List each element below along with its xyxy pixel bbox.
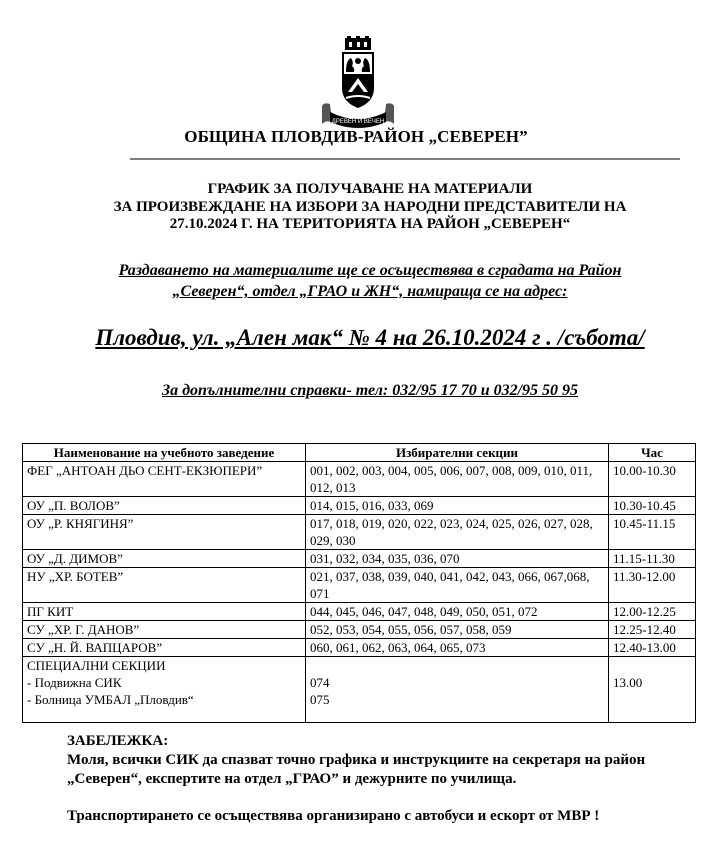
school-name: ОУ „Д. ДИМОВ” (23, 550, 306, 568)
contact-text: За допълнителни справки- тел: 032/95 17 70 и 032/95 50 95 (161, 382, 579, 399)
sections: 031, 032, 034, 035, 036, 070 (306, 550, 609, 568)
table-row (23, 639, 696, 657)
distribution-line-1: Раздаването на материалите ще се осъществява в сградата на Район (118, 262, 622, 279)
header-school-name: Наименование на учебното заведение (23, 444, 306, 462)
time-slot: 10.45-11.15 (609, 515, 696, 550)
header-divider (130, 158, 680, 160)
time-slot: 10.00-10.30 (609, 462, 696, 497)
address-line (40, 325, 700, 351)
special-sections-names (23, 657, 306, 723)
coat-of-arms-icon (318, 36, 398, 128)
special-sections-time (609, 657, 696, 723)
special-item-section: 074 (310, 675, 330, 690)
special-sections-numbers (306, 657, 609, 723)
time-slot: 12.25-12.40 (609, 621, 696, 639)
sections: 052, 053, 054, 055, 056, 057, 058, 059 (306, 621, 609, 639)
transport-note: Транспортирането се осъществява организирано с автобуси и ескорт от МВР ! (67, 808, 600, 824)
sections: 044, 045, 046, 047, 048, 049, 050, 051, 072 (306, 603, 609, 621)
school-name: СУ „Н. Й. ВАПЦАРОВ” (23, 639, 306, 657)
table-row (23, 462, 696, 497)
table-row (23, 550, 696, 568)
title-line-3: 27.10.2024 Г. НА ТЕРИТОРИЯТА НА РАЙОН „СЕВЕРЕН“ (169, 216, 571, 232)
special-sections-row (23, 657, 696, 723)
school-name: ОУ „Р. КНЯГИНЯ” (23, 515, 306, 550)
table-row (23, 515, 696, 550)
table-row (23, 621, 696, 639)
organization-title: ОБЩИНА ПЛОВДИВ-РАЙОН „СЕВЕРЕН” (184, 127, 528, 146)
schedule-table (22, 443, 696, 723)
special-heading: СПЕЦИАЛНИ СЕКЦИИ (27, 658, 166, 673)
time-slot: 11.15-11.30 (609, 550, 696, 568)
time-slot: 12.40-13.00 (609, 639, 696, 657)
table-header-row (23, 444, 696, 462)
sections: 014, 015, 016, 033, 069 (306, 497, 609, 515)
sections: 060, 061, 062, 063, 064, 065, 073 (306, 639, 609, 657)
table-row (23, 568, 696, 603)
header-time: Час (609, 444, 696, 462)
time-slot: 11.30-12.00 (609, 568, 696, 603)
contact-line (50, 382, 690, 400)
school-name: ФЕГ „АНТОАН ДЬО СЕНТ-ЕКЗЮПЕРИ” (23, 462, 306, 497)
school-name: ОУ „П. ВОЛОВ” (23, 497, 306, 515)
title-line-1: ГРАФИК ЗА ПОЛУЧАВАНЕ НА МАТЕРИАЛИ (207, 181, 533, 197)
note-text: Моля, всички СИК да спазват точно графика и инструкциите на секретаря на район „Северен“, експертите на отдел „ГРАО” и дежурните по училища. (67, 752, 646, 787)
special-item-section: 075 (310, 692, 330, 707)
header-sections: Избирателни секции (306, 444, 609, 462)
time-slot: 10.30-10.45 (609, 497, 696, 515)
school-name: ПГ КИТ (23, 603, 306, 621)
special-item-name: - Подвижна СИК (27, 675, 122, 690)
table-row (23, 603, 696, 621)
note-heading: ЗАБЕЛЕЖКА: (67, 733, 169, 749)
address-text: Пловдив, ул. „Ален мак“ № 4 на 26.10.2024 г . /събота/ (95, 325, 645, 350)
school-name: СУ „ХР. Г. ДАНОВ” (23, 621, 306, 639)
note-section (67, 732, 687, 826)
schedule-title (60, 181, 680, 234)
special-item-name: - Болница УМБАЛ „Пловдив“ (27, 692, 194, 707)
school-name: НУ „ХР. БОТЕВ” (23, 568, 306, 603)
time-slot: 12.00-12.25 (609, 603, 696, 621)
table-row (23, 497, 696, 515)
sections: 001, 002, 003, 004, 005, 006, 007, 008, 009, 010, 011, 012, 013 (306, 462, 609, 497)
distribution-line-2: „Северен“, отдел „ГРАО и ЖН“, намираща се на адрес: (172, 283, 568, 300)
time-slot: 13.00 (613, 675, 643, 690)
title-line-2: ЗА ПРОИЗВЕЖДАНЕ НА ИЗБОРИ ЗА НАРОДНИ ПРЕДСТАВИТЕЛИ НА (113, 198, 627, 215)
svg-text:ДРЕВЕН И ВЕЧЕН: ДРЕВЕН И ВЕЧЕН (331, 119, 385, 125)
sections: 017, 018, 019, 020, 022, 023, 024, 025, 026, 027, 028, 029, 030 (306, 515, 609, 550)
sections: 021, 037, 038, 039, 040, 041, 042, 043, 066, 067,068, 071 (306, 568, 609, 603)
distribution-notice (50, 260, 690, 302)
